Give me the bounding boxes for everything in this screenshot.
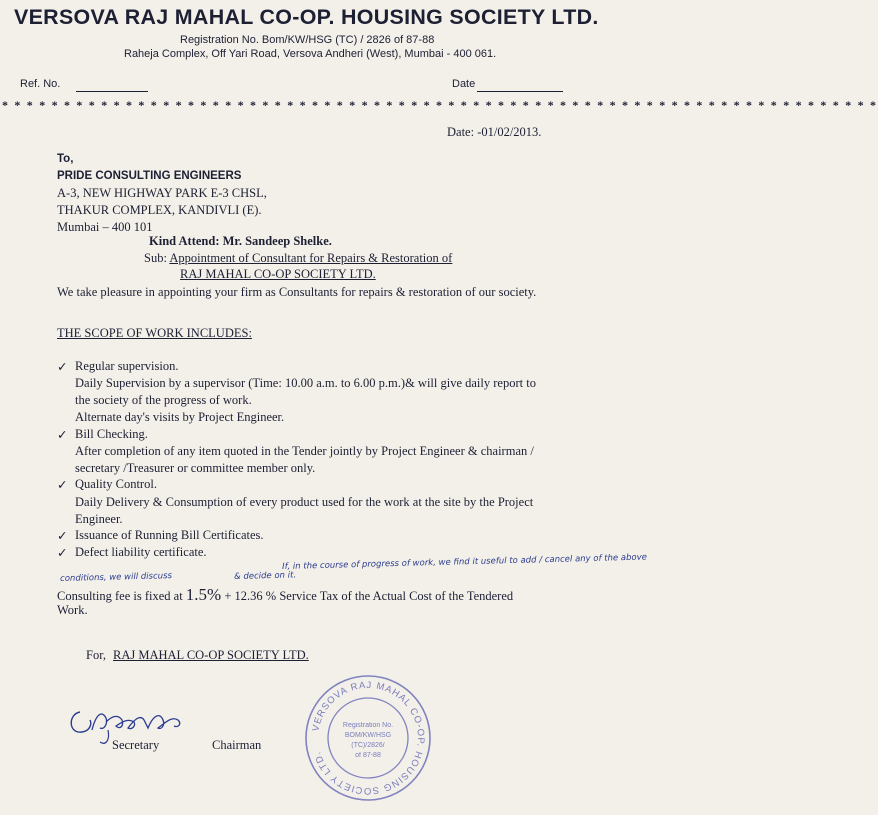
society-stamp	[302, 672, 434, 804]
intro-paragraph: We take pleasure in appointing your firm as Consultants for repairs & restoration of our society.	[57, 285, 537, 299]
stamp-line: of 87-88	[355, 752, 381, 759]
fee-rate: 1.5%	[185, 585, 222, 604]
stamp-line: Registration No.	[342, 722, 394, 729]
fee-line-2: Work.	[57, 603, 88, 617]
kind-attend: Kind Attend: Mr. Sandeep Shelke.	[149, 234, 332, 248]
stamp-line: BOM/KW/HSG	[344, 732, 392, 739]
check-mark-icon: ✓	[57, 360, 68, 374]
scope-item-text: After completion of any item quoted in the Tender jointly by Project Engineer & chairman /	[75, 444, 534, 458]
fee-prefix: Consulting fee is fixed at	[57, 589, 183, 603]
society-address: Raheja Complex, Off Yari Road, Versova Andheri (West), Mumbai - 400 061.	[124, 48, 497, 60]
subject-label: Sub:	[144, 251, 167, 265]
recipient-line: Mumbai – 400 101	[57, 220, 153, 234]
letter-date: Date: -01/02/2013.	[447, 125, 542, 139]
chairman-label: Chairman	[212, 738, 262, 752]
check-mark-icon: ✓	[57, 529, 68, 543]
scope-item-title: Bill Checking.	[75, 427, 148, 441]
recipient-line: THAKUR COMPLEX, KANDIVLI (E).	[57, 203, 262, 217]
consulting-fee	[57, 585, 513, 605]
subject-text: Appointment of Consultant for Repairs & Restoration of	[169, 251, 453, 265]
fee-suffix: Service Tax of the Actual Cost of the Tendered	[279, 589, 514, 603]
handwritten-note: If, in the course of progress of work, we find it useful to add / cancel any of the above	[282, 552, 648, 572]
scope-item-title: Issuance of Running Bill Certificates.	[75, 528, 264, 542]
scope-item-title: Quality Control.	[75, 477, 157, 491]
handwritten-note: conditions, we will discuss	[60, 571, 173, 584]
scope-item-text: the society of the progress of work.	[75, 393, 252, 407]
subject-society: RAJ MAHAL CO-OP SOCIETY LTD.	[180, 267, 376, 281]
date-label: Date	[452, 78, 476, 90]
scope-item-title: Regular supervision.	[75, 359, 179, 373]
scope-item-title: Defect liability certificate.	[75, 545, 207, 559]
check-mark-icon: ✓	[57, 546, 68, 560]
date-line	[477, 91, 563, 92]
scope-item-text: Alternate day's visits by Project Engineer.	[75, 410, 285, 424]
stamp-ring-text: VERSOVA RAJ MAHAL CO-OP. HOUSING SOCIETY LTD.	[310, 679, 427, 797]
scope-item-text: Daily Supervision by a supervisor (Time: 10.00 a.m. to 6.00 p.m.)& will give daily report to	[75, 376, 536, 390]
subject-line	[144, 251, 452, 266]
ref-no-line	[76, 91, 148, 92]
check-mark-icon: ✓	[57, 478, 68, 492]
secretary-label: Secretary	[112, 738, 160, 752]
stamp-line: (TC)/2826/	[351, 742, 385, 749]
ref-no-label: Ref. No.	[20, 78, 61, 90]
registration-number: Registration No. Bom/KW/HSG (TC) / 2826 of 87-88	[180, 34, 435, 46]
scope-item-text: secretary /Treasurer or committee member only.	[75, 461, 316, 475]
scope-item-text: Engineer.	[75, 512, 123, 526]
society-name: VERSOVA RAJ MAHAL CO-OP. HOUSING SOCIETY LTD.	[14, 6, 599, 29]
fee-tax: + 12.36 %	[224, 589, 277, 603]
for-society: RAJ MAHAL CO-OP SOCIETY LTD.	[113, 648, 309, 662]
to-label: To,	[57, 153, 74, 165]
for-label: For,	[86, 648, 106, 662]
star-divider: * * * * * * * * * * * * * * * * * * * * * * * * * * * * * * * * * * * * * * * * * * * * * * * * * * * * * * * * * * * * * * * * * * * * * * *	[2, 98, 878, 112]
handwritten-note: & decide on it.	[234, 570, 297, 582]
scope-heading: THE SCOPE OF WORK INCLUDES:	[57, 326, 252, 340]
recipient-line: PRIDE CONSULTING ENGINEERS	[57, 170, 242, 182]
scope-item-text: Daily Delivery & Consumption of every product used for the work at the site by the Project	[75, 495, 534, 509]
recipient-line: A-3, NEW HIGHWAY PARK E-3 CHSL,	[57, 186, 267, 200]
check-mark-icon: ✓	[57, 428, 68, 442]
